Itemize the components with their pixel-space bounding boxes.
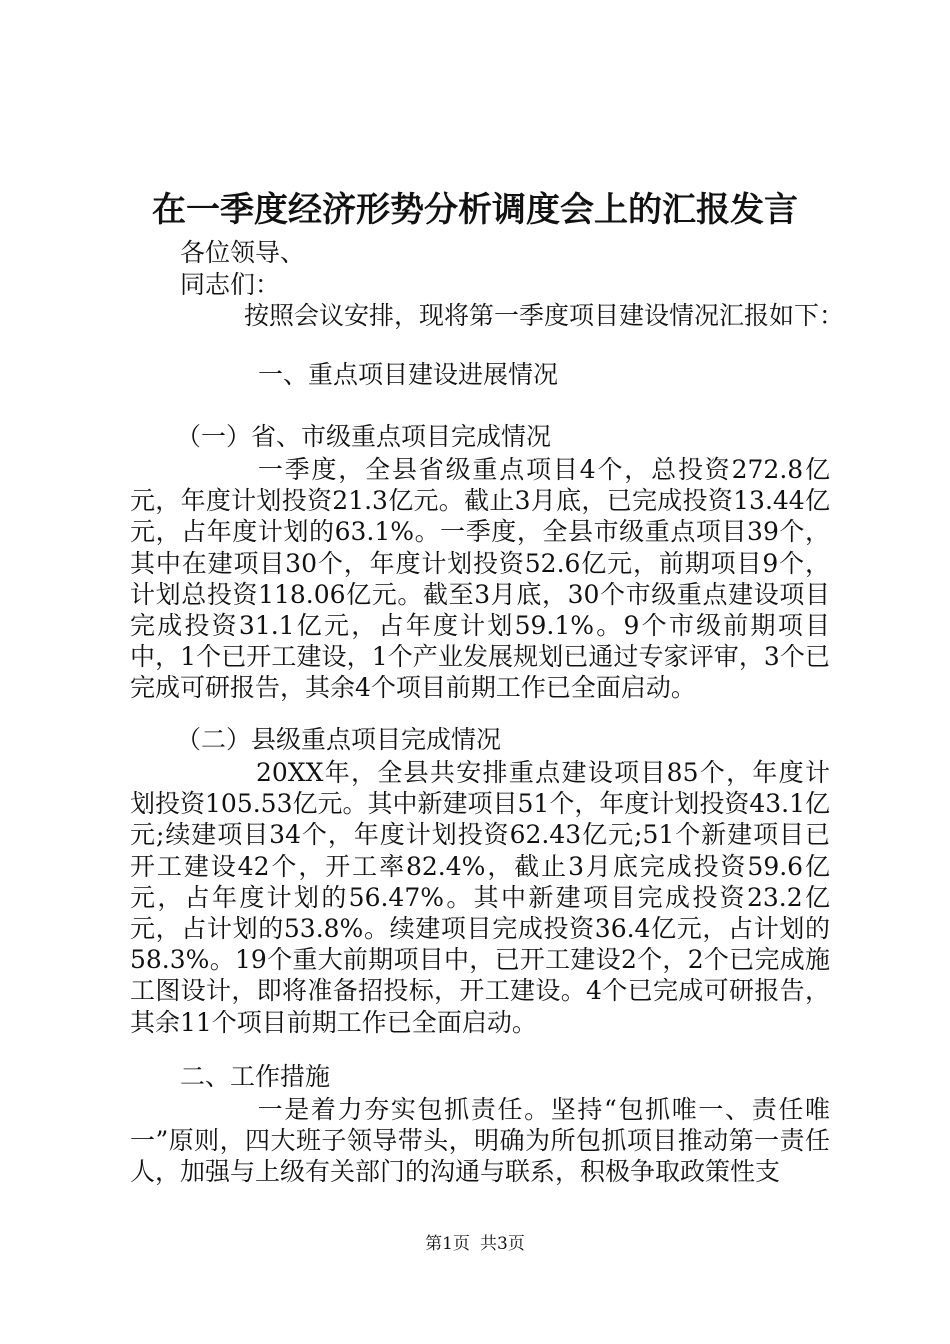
- subsection-1-heading: （一）省、市级重点项目完成情况: [176, 422, 552, 451]
- subsection-2-heading: （二）县级重点项目完成情况: [176, 725, 502, 754]
- salutation-line-2: 同志们：: [180, 270, 281, 299]
- subsection-1-paragraph: [130, 454, 830, 704]
- section-2-heading: 二、工作措施: [180, 1062, 331, 1091]
- section-2-paragraph: [130, 1094, 830, 1188]
- page-footer: [0, 1232, 950, 1256]
- subsection-1-text: 一季度，全县省级重点项目4个，总投资272.8亿元，年度计划投资21.3亿元。截止3月底，已完成投资13.44亿元，占年度计划的63.1%。一季度，全县市级重点项目39个，其中在建项目30个，年度计划投资52.6亿元，前期项目9个，计划总投资118.06亿元。截至3月底，30个市级重点建设项目完成投资31.1亿元，占年度计划59.1%。9个市级前期项目中，1个已开工建设，1个产业发展规划已通过专家评审，3个已完成可研报告，其余4个项目前期工作已全面启动。: [130, 455, 830, 703]
- document-title: 在一季度经济形势分析调度会上的汇报发言: [152, 190, 798, 230]
- intro-paragraph: 按照会议安排，现将第一季度项目建设情况汇报如下：: [244, 301, 845, 330]
- salutation-line-1: 各位领导、: [180, 238, 306, 267]
- section-1-heading: 一、重点项目建设进展情况: [258, 360, 559, 389]
- subsection-2-text: 20XX年，全县共安排重点建设项目85个，年度计划投资105.53亿元。其中新建项目51个，年度计划投资43.1亿元;续建项目34个，年度计划投资62.43亿元;51个新建项目已开工建设42个，开工率82.4%，截止3月底完成投资59.6亿元，占年度计划的56.47%。其中新建项目完成投资23.2亿元，占计划的53.8%。续建项目完成投资36.4亿元，占计划的58.3%。19个重大前期项目中，已开工建设2个，2个已完成施工图设计，即将准备招投标，开工建设。4个已完成可研报告，其余11个项目前期工作已全面启动。: [130, 758, 830, 1037]
- subsection-2-paragraph: [130, 757, 830, 1038]
- section-2-text: 一是着力夯实包抓责任。坚持“包抓唯一、责任唯一”原则，四大班子领导带头，明确为所包抓项目推动第一责任人，加强与上级有关部门的沟通与联系，积极争取政策性支: [130, 1095, 830, 1187]
- page-number-total: 共3页: [480, 1234, 525, 1254]
- page-number-current: 第1页: [425, 1234, 470, 1254]
